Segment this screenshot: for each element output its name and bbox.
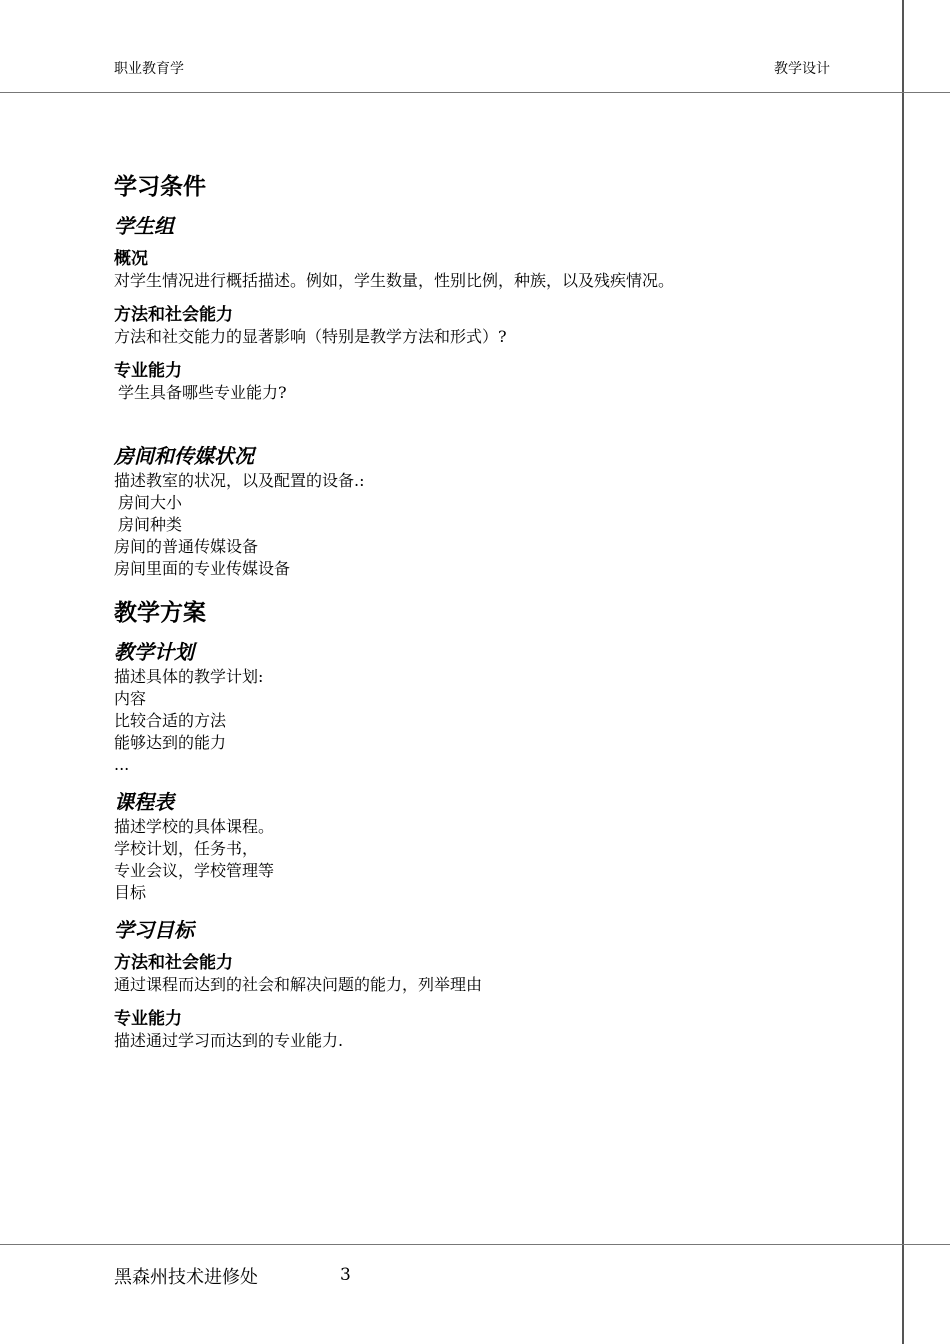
- room-media-line: 描述教室的状况，以及配置的设备.:: [114, 471, 365, 490]
- section-teaching-plan: 教学方案: [114, 600, 206, 626]
- overview-text: 对学生情况进行概括描述。例如，学生数量，性别比例，种族，以及残疾情况。: [114, 271, 675, 290]
- document-body: [114, 172, 874, 1052]
- schedule-line: 学校计划，任务书，: [114, 839, 259, 858]
- schedule-line: 专业会议，学校管理等: [114, 861, 275, 880]
- heading-professional: 专业能力: [114, 361, 182, 381]
- room-media-line: 房间种类: [118, 515, 183, 534]
- goals-professional-text: 描述通过学习而达到的专业能力.: [114, 1031, 344, 1050]
- heading-goals-professional: 专业能力: [114, 1009, 182, 1029]
- plan-line: ...: [114, 755, 130, 774]
- subsection-student-group: 学生组: [114, 214, 174, 238]
- method-social-text: 方法和社交能力的显著影响（特别是教学方法和形式）?: [114, 327, 507, 346]
- header-divider: [0, 92, 950, 93]
- room-media-line: 房间大小: [118, 493, 183, 512]
- subsection-goals: 学习目标: [114, 918, 194, 942]
- plan-line: 比较合适的方法: [114, 711, 227, 730]
- goals-method-social-text: 通过课程而达到的社会和解决问题的能力，列举理由: [114, 975, 483, 994]
- footer-organization: 黑森州技术进修处: [114, 1267, 258, 1288]
- heading-goals-method-social: 方法和社会能力: [114, 953, 233, 973]
- plan-line: 内容: [114, 689, 147, 708]
- subsection-plan: 教学计划: [114, 640, 194, 664]
- plan-line: 描述具体的教学计划:: [114, 667, 264, 686]
- professional-text: 学生具备哪些专业能力?: [118, 383, 287, 402]
- schedule-line: 描述学校的具体课程。: [114, 817, 275, 836]
- footer-divider: [0, 1244, 950, 1245]
- page-number: 3: [340, 1265, 351, 1285]
- subsection-room-media: 房间和传媒状况: [114, 444, 254, 468]
- subsection-schedule: 课程表: [114, 790, 174, 814]
- room-media-line: 房间的普通传媒设备: [114, 537, 259, 556]
- room-media-line: 房间里面的专业传媒设备: [114, 559, 291, 578]
- header-left-title: 职业教育学: [114, 61, 184, 77]
- heading-method-social: 方法和社会能力: [114, 305, 233, 325]
- section-learning-conditions: 学习条件: [114, 174, 206, 200]
- heading-overview: 概况: [114, 249, 148, 269]
- schedule-line: 目标: [114, 883, 147, 902]
- header-right-title: 教学设计: [774, 61, 830, 77]
- right-margin-line: [902, 0, 904, 1344]
- plan-line: 能够达到的能力: [114, 733, 227, 752]
